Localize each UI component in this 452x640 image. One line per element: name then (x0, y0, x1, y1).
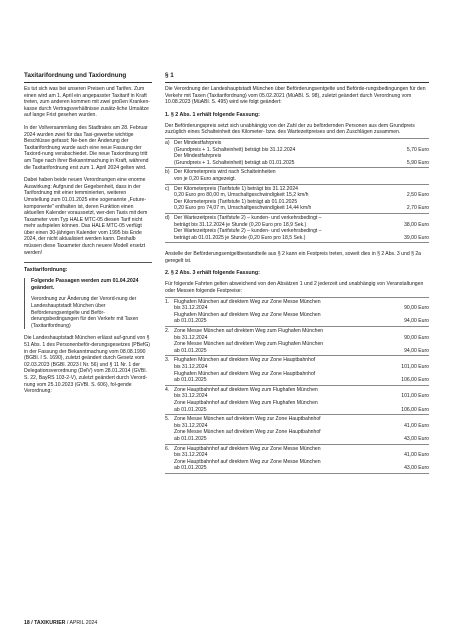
fare-line-text: beträgt ab 01.01.2025 je Stunde (0,20 Euro pro 18,5 Sek.) (174, 234, 306, 241)
divider (24, 262, 152, 263)
magazine-name: / TAXIKURIER (29, 620, 66, 626)
fixed-fare-item-body (174, 328, 429, 354)
fare-line (174, 176, 429, 183)
fixed-fare-line-price: 94,00 Euro (404, 318, 429, 325)
fixed-fare-line-text: Zone Hauptbahnhof auf direktem Weg zur Zone Messe München (174, 445, 321, 452)
intro-paragraph: Es tut sich was bei unseren Preisen und Tarifen. Zum einen wird am 1. April ein angepasster Taxitarif in Kraft treten, zum anderen kommen mit zwei großen Kranken-kasse durch Vertragsverhältnisse zusätz-liche Umsätze auf lange Frist gesehen wurden. (24, 86, 150, 119)
page-number: 18 (24, 620, 30, 626)
fixed-fare-line (174, 393, 429, 400)
fixed-fare-line (174, 299, 429, 306)
fare-line-text: Der Kilometerpreis (Tarifstufe 1) beträgt ab 01.01.2025 (174, 198, 298, 205)
fixed-fare-line (174, 400, 429, 407)
fare-item (165, 185, 429, 214)
fixed-fare-line-price: 106,00 Euro (401, 406, 429, 413)
fixed-fare-line-text: Flughafen München auf direktem Weg zur Zone Messe München (174, 298, 321, 305)
fare-line (174, 147, 429, 154)
fare-line-price (389, 176, 429, 183)
fixed-fare-item (165, 415, 429, 444)
fixed-fare-line (174, 436, 429, 443)
section-title: Taxitarifordnung und Taxiordnung (24, 72, 152, 83)
fixed-fare-line (174, 341, 429, 348)
fare-line-text: Der Mindestfahrpreis (174, 139, 222, 146)
fixed-fare-line-text: Zone Hauptbahnhof auf direktem Weg zum Flughafen München (174, 399, 318, 406)
change-heading-1: 1. § 2 Abs. 1 erhält folgende Fassung: (165, 111, 260, 118)
fixed-fare-line-price (389, 416, 429, 423)
fare-line (174, 235, 429, 242)
fixed-fare-line-text: Zone Messe München auf direktem Weg zum Flughafen München (174, 341, 324, 348)
fixed-fare-item-body (174, 446, 429, 472)
fare-line-price (389, 199, 429, 206)
fare-item (165, 139, 429, 168)
fixed-fare-item (165, 445, 429, 474)
fare-line-text: Der Mindestfahrpreis (174, 153, 222, 160)
fare-line-price (389, 140, 429, 147)
fare-line (174, 205, 429, 212)
fixed-fare-line-text: bis 31.12.2024 (174, 422, 208, 429)
fixed-fare-line-text: bis 31.12.2024 (174, 393, 208, 400)
fixed-fare-line-text: Flughafen München auf direktem Weg zur Zone Messe München (174, 311, 321, 318)
fixed-fare-line-text: bis 31.12.2024 (174, 364, 208, 370)
fare-line-price (389, 228, 429, 235)
fare-line-text: Der Kilometerpreis (Tarifstufe 1) beträgt bis 31.12.2024 (174, 185, 299, 192)
fixed-fare-item (165, 356, 429, 385)
fare-line (174, 228, 429, 235)
fixed-fare-item (165, 386, 429, 415)
subheading: Taxitarifordnung: (24, 267, 68, 274)
fixed-fare-line-text: Zone Messe München auf direktem Weg zur Zone Hauptbahnhof (174, 429, 321, 436)
fare-line-text: Der Kilometerpreis wird nach Schalteinheiten (174, 169, 276, 176)
fixed-fare-line (174, 387, 429, 394)
fixed-fare-line (174, 318, 429, 325)
issue-date: / APRIL 2024 (65, 620, 98, 626)
fixed-fare-line (174, 312, 429, 319)
fixed-fare-item-label: 4. (165, 386, 170, 393)
fare-line-text: (Grundpreis + 1. Schalteinheit) beträgt ab 01.01.2025 (174, 159, 295, 166)
fare-line-price: 39,00 Euro (404, 234, 429, 241)
fixed-fare-line-text: Flughafen München auf direktem Weg zur Zone Hauptbahnhof (174, 370, 316, 377)
fixed-fare-item-body (174, 299, 429, 325)
fixed-fare-line-price: 43,00 Euro (404, 435, 429, 442)
fixed-fare-line-price (389, 299, 429, 306)
fare-line (174, 222, 429, 229)
fare-item-label: d) (165, 214, 170, 221)
fare-item (165, 214, 429, 243)
fare-line-text: Der Wartezeitpreis (Tarifstufe 2) – kunden- und verkehrsbedingt – (174, 228, 322, 235)
fixed-fare-line-price (389, 400, 429, 407)
fixed-fare-line (174, 357, 429, 364)
fixed-fare-line-text: bis 31.12.2024 (174, 305, 208, 312)
fixed-fare-line-text: ab 01.01.2025 (174, 377, 207, 384)
fixed-fare-line-price: 90,00 Euro (404, 334, 429, 341)
fixed-fare-item-label: 2. (165, 328, 170, 335)
fixed-fare-line (174, 429, 429, 436)
fixed-fare-line-price (389, 357, 429, 364)
fare-line-price (389, 169, 429, 176)
price-composition-paragraph: Der Beförderungspreis setzt sich unabhängig von der Zahl der zu befördernden Personen aus dem Grundpreis zuzüglich eines Schalteinheit des Kilometer- bzw. des Wartezeitpreises und den Zuschlägen zusammen. (165, 122, 415, 136)
fare-line-price (389, 153, 429, 160)
fixed-fare-item-label: 5. (165, 416, 170, 423)
fare-list (165, 138, 429, 243)
council-paragraph: In der Vollversammlung des Stadtrates am 28. Februar 2024 wurden zwei für das Taxi-gewerbe wichtige Beschlüsse gefasst: Ne-ben der Änderung der Taxitarifordnung wurde auch eine neue Fassung der Taxiord-nung verabschiedet. Die neue Taxiordnung tritt am Tage nach ihrer Bekanntmachung in Kraft, während die Taxitarifordnung erst zum 1. April 2024 gelten wird. (24, 124, 149, 171)
fixed-fare-line (174, 335, 429, 342)
fixed-fare-line (174, 465, 429, 472)
fixed-fare-line (174, 364, 429, 371)
fixed-fare-item-label: 6. (165, 445, 170, 452)
fare-line-text: beträgt bis 31.12.2024 je Stunde (0,20 Euro pro 18,9 Sek.) (174, 221, 307, 228)
fixed-fare-line-price: 41,00 Euro (404, 422, 429, 429)
highlight-box (24, 278, 152, 329)
fixed-fare-item-body (174, 387, 429, 413)
fixed-fare-item-label: 1. (165, 298, 170, 305)
taximeter-paragraph: Dabei haben beide neuen Verordnungen eine enorme Auswirkung: Aufgrund der Gegebenheit, dass in der Tarifordnung mit einer temminierten, weiteren Umstellung zum 01.01.2025 eine sogenannte „Future-komponente" enthalten ist, deren Funktion einen aktuellen Kalender voraussetzt, wer-den Taxis mit dem Taxameter vom Typ HALE MTC-05 diesen Tarif nicht mehr aufspielen können. Das HALE MTC-05 verfügt über einen 30-jährigen Kalender vom 1995 bis Ende 2024, der nicht aktualisiert werden kann. Deshalb müssen diese Taxameter durch neuere Modell ersetzt werden! (24, 177, 148, 256)
regulation-paragraph: Die Verordnung der Landeshauptstadt München über Beförderungsentgelte und Beförde-rungsbedingungen für den Verkehr mit Taxen (Taxitarifordnung) vom 05.02.2021 (MüABl. S. 98), zuletzt geändert durch Verordnung vom 10.08.2023 (MüABl. S. 495) wird wie folgt geändert: (165, 86, 426, 106)
fixed-fare-item-label: 3. (165, 357, 170, 364)
fare-line-text: von je 0,20 Euro angezeigt. (174, 175, 237, 182)
fixed-fare-line-price (389, 446, 429, 453)
fare-line-text: 0,20 Euro pro 80,00 m, Umschaltgeschwindigkeit 15,2 km/h (174, 192, 309, 199)
fixed-fare-line-price (389, 387, 429, 394)
fixed-fare-item (165, 327, 429, 356)
fixed-fare-line-price (389, 328, 429, 335)
fixed-fare-line (174, 446, 429, 453)
fixed-fares-list (165, 297, 429, 474)
fare-line-price: 5,90 Euro (406, 159, 429, 166)
fare-line-price (389, 215, 429, 222)
fare-line (174, 153, 429, 160)
fixed-fare-line-text: Zone Hauptbahnhof auf direktem Weg zum Flughafen München (174, 386, 318, 393)
fixed-fare-line-price (389, 371, 429, 378)
fare-line-price: 38,00 Euro (404, 221, 429, 228)
fare-item-body (174, 215, 429, 241)
highlight-text: Verordnung zur Änderung der Verord-nung der Landeshauptstadt München über Beförderungsentgelte und Beför-derungsbedingungen für den Verkehr mit Taxen (Taxitarifordnung) (31, 296, 139, 329)
fixed-fare-line-price: 101,00 Euro (401, 393, 429, 400)
fixed-fare-line (174, 452, 429, 459)
fixed-fare-line (174, 328, 429, 335)
fixed-fare-line (174, 459, 429, 466)
fixed-fare-line-text: Zone Hauptbahnhof auf direktem Weg zur Zone Messe München (174, 458, 321, 465)
highlight-heading: Folgende Passagen werden zum 01.04.2024 geändert. (31, 278, 139, 291)
fixed-fare-line (174, 377, 429, 384)
fare-line-text: Der Wartezeitpreis (Tarifstufe 2) – kunden- und verkehrsbedingt – (174, 214, 322, 221)
fixed-fare-item-body (174, 357, 429, 383)
fixed-fare-line-price: 106,00 Euro (401, 377, 429, 384)
fixed-fare-line-price: 94,00 Euro (404, 347, 429, 354)
section-paragraph-title: § 1 (165, 72, 429, 83)
fixed-fare-item-body (174, 416, 429, 442)
fare-line (174, 169, 429, 176)
fixed-fares-intro: Für folgende Fahrten gelten abweichend von den Absätzen 1 und 2 jederzeit und unabhängig von Veranstaltungen oder Messen folgende Festpreise: (165, 281, 424, 295)
fare-item-label: a) (165, 139, 170, 146)
fixed-fare-line-price: 43,00 Euro (404, 465, 429, 472)
fare-line (174, 160, 429, 167)
fare-line-price: 2,70 Euro (406, 205, 429, 212)
fare-line-price: 5,70 Euro (406, 146, 429, 153)
fare-line (174, 199, 429, 206)
fare-item-body (174, 186, 429, 212)
fare-item-body (174, 140, 429, 166)
fare-line (174, 192, 429, 199)
fixed-fare-line-text: bis 31.12.2024 (174, 334, 208, 341)
fare-line-price (389, 186, 429, 193)
fare-line-text: (Grundpreis + 1. Schalteinheit) beträgt bis 31.12.2024 (174, 146, 296, 153)
fare-item-label: c) (165, 185, 170, 192)
legal-basis-paragraph: Die Landeshauptstadt München erlässt auf-grund von § 51 Abs. 1 des Personenbeför-derungsgesetzes (PBefG) in der Fassung der Bekanntmachung vom 08.08.1990 (BGBl. I S. 1690), zuletzt geändert durch Gesetz vom 02.03.2023 (BGBl. 2023 I Nr. 56) und § 11 Nr. 1 der Delegationsverordnung (DelV) vom 28.01.2014 (GVBl. S. 22, BayRS 103-2-V), zuletzt geändert durch Verord-nung vom 25.10.2023 (GVBl. S. 606), fol-gende Verordnung: (24, 335, 151, 395)
fixed-fare-line (174, 371, 429, 378)
fixed-fare-line (174, 305, 429, 312)
fare-line (174, 140, 429, 147)
fixed-fare-line-price (389, 459, 429, 466)
fixed-fare-line (174, 416, 429, 423)
fare-line-text: 0,20 Euro pro 74,07 m, Umschaltgeschwindigkeit 14,44 km/h (174, 205, 312, 212)
fixed-fare-line-price (389, 429, 429, 436)
fixed-fare-line-text: ab 01.01.2025 (174, 406, 207, 413)
fixed-fare-line-price: 41,00 Euro (404, 452, 429, 459)
fixed-price-paragraph: Anstelle der Beförderungsentgeltbestandteile aus § 2 kann ein Festpreis treten, soweit dies in § 2 Abs. 3 und § 2a geregelt ist. (165, 251, 421, 264)
fixed-fare-line-text: ab 01.01.2025 (174, 318, 207, 325)
fixed-fare-line-price (389, 312, 429, 319)
fixed-fare-line (174, 348, 429, 355)
fixed-fare-line-text: ab 01.01.2025 (174, 465, 207, 472)
fixed-fare-line-text: ab 01.01.2025 (174, 347, 207, 354)
fixed-fare-line-price (389, 341, 429, 348)
left-column (24, 72, 152, 401)
fixed-fare-line (174, 423, 429, 430)
change-heading-2: 2. § 2 Abs. 3 erhält folgende Fassung: (165, 270, 260, 277)
fare-line (174, 186, 429, 193)
page-footer (24, 620, 97, 626)
fixed-fare-line-price: 90,00 Euro (404, 305, 429, 312)
fixed-fare-line-text: bis 31.12.2024 (174, 452, 208, 459)
fixed-fare-line-text: Zone Messe München auf direktem Weg zur Zone Hauptbahnhof (174, 416, 321, 423)
fare-item-body (174, 169, 429, 182)
fare-item (165, 168, 429, 184)
fixed-fare-line-price: 101,00 Euro (401, 364, 429, 370)
fare-line (174, 215, 429, 222)
fixed-fare-line (174, 407, 429, 414)
fare-line-price: 2,50 Euro (406, 192, 429, 199)
fare-item-label: b) (165, 169, 170, 176)
fixed-fare-line-text: Zone Messe München auf direktem Weg zum Flughafen München (174, 328, 324, 335)
fixed-fare-line-text: ab 01.01.2025 (174, 435, 207, 442)
fixed-fare-item (165, 298, 429, 327)
right-column (165, 72, 429, 482)
fixed-fare-line-text: Flughafen München auf direktem Weg zur Zone Hauptbahnhof (174, 357, 316, 364)
